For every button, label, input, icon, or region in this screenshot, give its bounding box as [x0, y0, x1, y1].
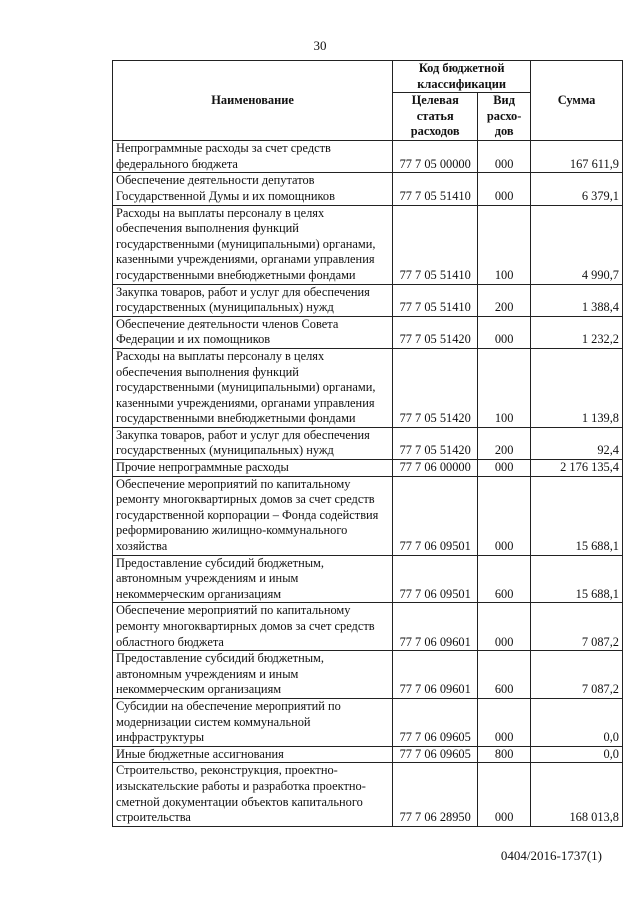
row-name: Обеспечение мероприятий по капитальному ремонту многоквартирных домов за счет средств областного бюджета: [113, 603, 393, 651]
row-name: Закупка товаров, работ и услуг для обеспечения государственных (муниципальных) нужд: [113, 427, 393, 459]
table-row: [113, 698, 623, 746]
row-target-code: 77 7 06 00000: [393, 460, 478, 477]
row-sum: 15 688,1: [531, 555, 623, 603]
row-name: Обеспечение деятельности членов Совета Федерации и их помощников: [113, 316, 393, 348]
row-target-code: 77 7 05 51420: [393, 316, 478, 348]
header-name: Наименование: [113, 61, 393, 141]
row-name: Предоставление субсидий бюджетным, автономным учреждениям и иным некоммерческим организациям: [113, 651, 393, 699]
row-target-code: 77 7 05 00000: [393, 141, 478, 173]
row-target-code: 77 7 06 09601: [393, 651, 478, 699]
row-name: Обеспечение деятельности депутатов Государственной Думы и их помощников: [113, 173, 393, 205]
header-target-article: Целевая статья расходов: [393, 93, 478, 141]
table-header: [113, 61, 623, 141]
row-name: Предоставление субсидий бюджетным, автономным учреждениям и иным некоммерческим организациям: [113, 555, 393, 603]
row-expense-kind: 100: [478, 348, 531, 427]
row-sum: 15 688,1: [531, 476, 623, 555]
row-target-code: 77 7 06 28950: [393, 763, 478, 826]
table-row: [113, 205, 623, 284]
table-row: [113, 763, 623, 826]
row-expense-kind: 200: [478, 427, 531, 459]
row-target-code: 77 7 05 51410: [393, 284, 478, 316]
table-row: [113, 476, 623, 555]
row-name: Субсидии на обеспечение мероприятий по модернизации систем коммунальной инфраструктуры: [113, 698, 393, 746]
document-code: 0404/2016-1737(1): [500, 848, 602, 863]
table-row: [113, 141, 623, 173]
row-name: Иные бюджетные ассигнования: [113, 746, 393, 763]
table-row: [113, 284, 623, 316]
table-row: [113, 348, 623, 427]
row-sum: 6 379,1: [531, 173, 623, 205]
row-target-code: 77 7 05 51410: [393, 205, 478, 284]
row-expense-kind: 000: [478, 763, 531, 826]
header-sum: Сумма: [531, 61, 623, 141]
row-expense-kind: 000: [478, 603, 531, 651]
row-target-code: 77 7 06 09605: [393, 698, 478, 746]
row-name: Прочие непрограммные расходы: [113, 460, 393, 477]
row-target-code: 77 7 05 51420: [393, 427, 478, 459]
row-sum: 1 139,8: [531, 348, 623, 427]
row-sum: 1 388,4: [531, 284, 623, 316]
row-target-code: 77 7 06 09501: [393, 555, 478, 603]
row-target-code: 77 7 05 51420: [393, 348, 478, 427]
table-row: [113, 173, 623, 205]
row-sum: 167 611,9: [531, 141, 623, 173]
row-expense-kind: 600: [478, 651, 531, 699]
row-target-code: 77 7 06 09605: [393, 746, 478, 763]
header-budget-code: Код бюджетной классификации: [393, 61, 531, 93]
row-target-code: 77 7 06 09501: [393, 476, 478, 555]
page-number: 30: [313, 38, 327, 53]
table-row: [113, 460, 623, 477]
row-name: Строительство, реконструкция, проектно-изыскательские работы и разработка проектно-сметной документации объектов капитального строительства: [113, 763, 393, 826]
table-row: [113, 316, 623, 348]
row-sum: 92,4: [531, 427, 623, 459]
row-expense-kind: 000: [478, 476, 531, 555]
row-expense-kind: 800: [478, 746, 531, 763]
row-expense-kind: 000: [478, 460, 531, 477]
row-name: Обеспечение мероприятий по капитальному ремонту многоквартирных домов за счет средств государственной корпорации – Фонда содействия реформированию жилищно-коммунального хозяйства: [113, 476, 393, 555]
row-expense-kind: 000: [478, 141, 531, 173]
table-row: [113, 746, 623, 763]
row-sum: 4 990,7: [531, 205, 623, 284]
row-sum: 7 087,2: [531, 603, 623, 651]
row-name: Закупка товаров, работ и услуг для обеспечения государственных (муниципальных) нужд: [113, 284, 393, 316]
row-expense-kind: 600: [478, 555, 531, 603]
row-sum: 7 087,2: [531, 651, 623, 699]
table-body: [113, 141, 623, 827]
row-sum: 2 176 135,4: [531, 460, 623, 477]
header-expense-kind: Вид расхо-дов: [478, 93, 531, 141]
row-sum: 1 232,2: [531, 316, 623, 348]
table-row: [113, 651, 623, 699]
row-expense-kind: 200: [478, 284, 531, 316]
table-row: [113, 427, 623, 459]
row-sum: 0,0: [531, 698, 623, 746]
table-row: [113, 603, 623, 651]
table-row: [113, 555, 623, 603]
row-expense-kind: 000: [478, 316, 531, 348]
row-expense-kind: 100: [478, 205, 531, 284]
row-expense-kind: 000: [478, 173, 531, 205]
row-sum: 0,0: [531, 746, 623, 763]
budget-table: [112, 60, 623, 827]
row-expense-kind: 000: [478, 698, 531, 746]
row-name: Расходы на выплаты персоналу в целях обеспечения выполнения функций государственными (муниципальными) органами, казенными учреждениями, органами управления государственными внебюджетными фондами: [113, 205, 393, 284]
row-sum: 168 013,8: [531, 763, 623, 826]
row-name: Расходы на выплаты персоналу в целях обеспечения выполнения функций государственными (муниципальными) органами, казенными учреждениями, органами управления государственными внебюджетными фондами: [113, 348, 393, 427]
row-target-code: 77 7 05 51410: [393, 173, 478, 205]
row-target-code: 77 7 06 09601: [393, 603, 478, 651]
row-name: Непрограммные расходы за счет средств федерального бюджета: [113, 141, 393, 173]
